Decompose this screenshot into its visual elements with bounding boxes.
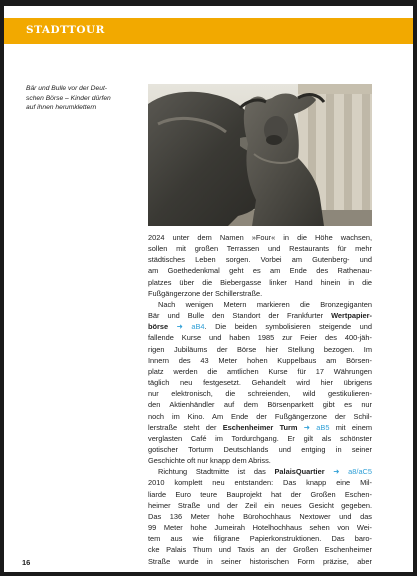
place-name: Wertpapier-: [331, 311, 372, 321]
paragraph: Richtung Stadtmitte ist das PalaisQuartier ➜ a8/aC5 2010 komplett neu entstanden: Das knapp eine Mil- liarde Euro teure Bauprojekt hat der Großen Eschen- heimer Straße und der Zeil ein neues Gesicht gegeben. Das 136 Meter hohe Bürohochhaus Nextower und das 99 Meter hohe Jumeirah Hotelhochhaus sehen von Wei- tem aus wie filigrane Papierkonstruktionen. Das baro- cke Palais Thurn und Taxis an der Großen Eschenheimer Straße wurde in seiner historischen Form präzise, aber: [148, 467, 372, 566]
map-reference-link[interactable]: ➜ aB5: [297, 422, 330, 432]
book-page: [4, 6, 413, 572]
photo-caption: [26, 84, 134, 113]
map-reference-link[interactable]: ➜ a8/aC5: [324, 467, 372, 477]
section-title: STADTTOUR: [26, 24, 105, 36]
page-number: 16: [22, 558, 31, 567]
article-body: [148, 232, 372, 567]
caption-line: schen Börse – Kinder dürfen: [26, 94, 111, 102]
map-reference-link[interactable]: ➜ aB4: [168, 322, 205, 332]
paragraph: 2024 unter dem Namen »Four« in die Höhe wachsen, sollen mit großen Terrassen und Restaurants für mehr städtisches Leben sorgen. Vorbei am Gutenberg- und am Goethedenkmal geht es am Ende des Rathenau- platzes über die Biebergasse linker Hand hinein in die Fußgängerzone der Schillerstraße.: [148, 233, 372, 298]
section-header-band: [4, 18, 413, 44]
paragraph: Nach wenigen Metern markieren die Bronzegiganten Bär und Bulle den Standort der Frankfurter Wertpapier- börse ➜ aB4. Die beiden symbolisieren steigende und fallende Kurse und haben 1985 zur Feier des 400-jäh- rigen Jubiläums der Börse hier Stellung bezogen. Im Innern des 43 Meter hohen Kuppelbaus am Börsen- platz werden die amtlichen Kurse für 17 Währungen täglich neu festgesetzt. Gehandelt wird hier übrigens nur elektronisch, die schreienden, wild gestikulieren- den Aktienhändler auf dem Börsenparkett gibt es nur noch im Kino. Am Ende der Fußgängerzone der Schil- lerstraße steht der Eschenheimer Turm ➜ aB5 mit einem verglasten Café im Tordurchgang. Er gilt als schönster gotischer Torturm Deutschlands und entging in seiner Geschichte oft nur knapp dem Abriss.: [148, 299, 373, 466]
bull-and-bear-statue-icon: [148, 84, 372, 226]
bull-and-bear-photo: [148, 84, 372, 226]
caption-line: auf ihnen herumklettern: [26, 104, 97, 112]
place-name: Eschenheimer Turm: [222, 422, 298, 432]
caption-line: Bär und Bulle vor der Deut-: [26, 85, 108, 92]
place-name: PalaisQuartier: [274, 467, 325, 477]
place-name: börse: [148, 322, 169, 332]
